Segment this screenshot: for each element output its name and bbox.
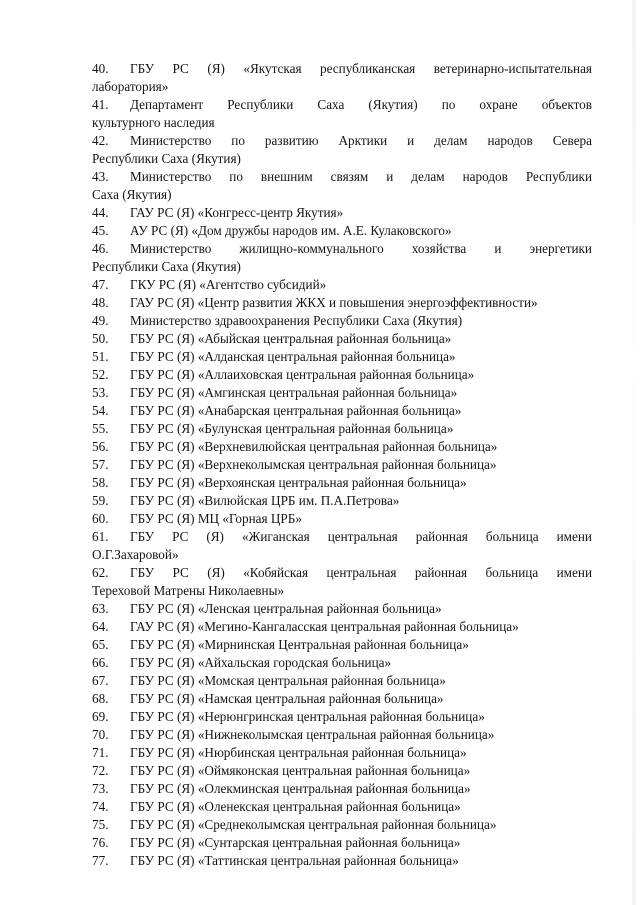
list-item-line bbox=[92, 655, 391, 670]
list-item bbox=[92, 456, 592, 474]
list-item-line bbox=[92, 367, 474, 382]
list-item-text: ГБУ РС (Я) «Оленекская центральная районная больница» bbox=[130, 799, 461, 814]
list-item-line bbox=[92, 403, 461, 418]
list-item-continuation: О.Г.Захаровой» bbox=[92, 547, 179, 562]
list-item bbox=[92, 780, 592, 798]
list-item-line bbox=[92, 475, 467, 490]
list-item-text: Министерство жилищно-коммунального хозяйства и энергетики bbox=[130, 241, 592, 256]
list-item-text: Министерство по внешним связям и делам народов Республики bbox=[130, 169, 592, 184]
list-item-number: 65. bbox=[92, 637, 109, 652]
list-item bbox=[92, 744, 592, 762]
list-item-text: ГБУ РС (Я) «Якутская республиканская ветеринарно-испытательная bbox=[130, 61, 592, 76]
list-item bbox=[92, 168, 592, 204]
list-item-line bbox=[92, 457, 497, 472]
list-item-text: Министерство здравоохранения Республики Саха (Якутия) bbox=[130, 313, 463, 328]
list-item-text: ГБУ РС (Я) «Жиганская центральная районная больница имени bbox=[130, 529, 592, 544]
list-item-text: ГКУ РС (Я) «Агентство субсидий» bbox=[130, 277, 327, 292]
list-item bbox=[92, 420, 592, 438]
list-item-text: ГБУ РС (Я) «Булунская центральная районная больница» bbox=[130, 421, 454, 436]
list-item-text: ГБУ РС (Я) «Аллаиховская центральная районная больница» bbox=[130, 367, 475, 382]
list-item-line bbox=[92, 709, 485, 724]
list-item-number: 43. bbox=[92, 169, 109, 184]
list-item-number: 66. bbox=[92, 655, 109, 670]
list-item bbox=[92, 474, 592, 492]
list-item-number: 73. bbox=[92, 781, 109, 796]
list-item-number: 61. bbox=[92, 529, 109, 544]
list-item-number: 70. bbox=[92, 727, 109, 742]
list-item bbox=[92, 564, 592, 600]
list-item-line bbox=[92, 853, 459, 868]
list-item-number: 63. bbox=[92, 601, 109, 616]
list-item-text: Департамент Республики Саха (Якутия) по охране объектов bbox=[130, 97, 592, 112]
list-item-text: ГБУ РС (Я) МЦ «Горная ЦРБ» bbox=[130, 511, 302, 526]
list-item-text: ГБУ РС (Я) «Сунтарская центральная районная больница» bbox=[130, 835, 461, 850]
list-item-text: ГБУ РС (Я) «Верхнеколымская центральная районная больница» bbox=[130, 457, 497, 472]
list-item bbox=[92, 600, 592, 618]
list-item-text: ГБУ РС (Я) «Нюрбинская центральная районная больница» bbox=[130, 745, 467, 760]
list-item-number: 64. bbox=[92, 619, 109, 634]
list-item-line bbox=[92, 168, 592, 186]
list-item-text: ГБУ РС (Я) «Олекминская центральная районная больница» bbox=[130, 781, 471, 796]
list-item-line bbox=[92, 691, 444, 706]
list-item-number: 77. bbox=[92, 853, 109, 868]
list-item-text: АУ РС (Я) «Дом дружбы народов им. А.Е. Кулаковского» bbox=[130, 223, 452, 238]
list-item-number: 75. bbox=[92, 817, 109, 832]
list-item-line bbox=[92, 511, 302, 526]
list-item-number: 42. bbox=[92, 133, 109, 148]
list-item-number: 49. bbox=[92, 313, 109, 328]
list-item-line bbox=[92, 619, 519, 634]
list-item bbox=[92, 96, 592, 132]
list-item bbox=[92, 366, 592, 384]
list-item-line bbox=[92, 835, 460, 850]
list-item-number: 72. bbox=[92, 763, 109, 778]
list-item-text: ГБУ РС (Я) «Нижнеколымская центральная районная больница» bbox=[130, 727, 495, 742]
list-item-number: 44. bbox=[92, 205, 109, 220]
list-item bbox=[92, 798, 592, 816]
list-item-line bbox=[92, 277, 326, 292]
list-item-text: ГАУ РС (Я) «Мегино-Кангаласская центральная районная больница» bbox=[130, 619, 519, 634]
list-item bbox=[92, 492, 592, 510]
list-item-text: ГБУ РС (Я) «Верхневилюйская центральная районная больница» bbox=[130, 439, 498, 454]
list-item-text: ГБУ РС (Я) «Оймяконская центральная районная больница» bbox=[130, 763, 471, 778]
list-item-number: 71. bbox=[92, 745, 109, 760]
list-item-line bbox=[92, 421, 453, 436]
list-item bbox=[92, 834, 592, 852]
list-item-line bbox=[92, 223, 452, 238]
list-item-line bbox=[92, 295, 538, 310]
list-item-number: 47. bbox=[92, 277, 109, 292]
list-item bbox=[92, 222, 592, 240]
list-item-number: 67. bbox=[92, 673, 109, 688]
list-item-number: 62. bbox=[92, 565, 109, 580]
list-item-text: ГБУ РС (Я) «Абыйская центральная районная больница» bbox=[130, 331, 452, 346]
list-item-line bbox=[92, 313, 462, 328]
list-item bbox=[92, 672, 592, 690]
list-item-text: ГБУ РС (Я) «Мирнинская Центральная районная больница» bbox=[130, 637, 469, 652]
list-item bbox=[92, 528, 592, 564]
list-item-line bbox=[92, 564, 592, 582]
list-item-line bbox=[92, 493, 399, 508]
organization-list bbox=[92, 60, 592, 870]
list-item-text: ГБУ РС (Я) «Момская центральная районная больница» bbox=[130, 673, 446, 688]
list-item-text: ГБУ РС (Я) «Вилюйская ЦРБ им. П.А.Петрова» bbox=[130, 493, 400, 508]
list-item-text: ГБУ РС (Я) «Таттинская центральная районная больница» bbox=[130, 853, 459, 868]
list-item-number: 59. bbox=[92, 493, 109, 508]
list-item-number: 69. bbox=[92, 709, 109, 724]
list-item-line bbox=[92, 240, 592, 258]
list-item-line bbox=[92, 727, 494, 742]
list-item-line bbox=[92, 817, 496, 832]
list-item-line bbox=[92, 673, 446, 688]
list-item bbox=[92, 384, 592, 402]
list-item-line bbox=[92, 205, 343, 220]
list-item-continuation: Тереховой Матрены Николаевны» bbox=[92, 583, 285, 598]
list-item-continuation: культурного наследия bbox=[92, 115, 215, 130]
list-item bbox=[92, 276, 592, 294]
list-item-line bbox=[92, 132, 592, 150]
list-item-line bbox=[92, 96, 592, 114]
list-item-number: 46. bbox=[92, 241, 109, 256]
list-item-number: 58. bbox=[92, 475, 109, 490]
list-item-number: 57. bbox=[92, 457, 109, 472]
list-item bbox=[92, 852, 592, 870]
list-item-continuation: лаборатория» bbox=[92, 79, 169, 94]
list-item bbox=[92, 60, 592, 96]
list-item-number: 68. bbox=[92, 691, 109, 706]
list-item-text: ГБУ РС (Я) «Алданская центральная районная больница» bbox=[130, 349, 456, 364]
list-item-line bbox=[92, 349, 456, 364]
list-item-text: ГБУ РС (Я) «Нерюнгринская центральная районная больница» bbox=[130, 709, 485, 724]
list-item-text: ГБУ РС (Я) «Амгинская центральная районная больница» bbox=[130, 385, 458, 400]
list-item-number: 50. bbox=[92, 331, 109, 346]
list-item-line bbox=[92, 799, 461, 814]
list-item bbox=[92, 654, 592, 672]
list-item-line bbox=[92, 745, 467, 760]
list-item-number: 74. bbox=[92, 799, 109, 814]
list-item bbox=[92, 510, 592, 528]
list-item-number: 48. bbox=[92, 295, 109, 310]
list-item-number: 54. bbox=[92, 403, 109, 418]
list-item bbox=[92, 762, 592, 780]
scan-edge bbox=[632, 0, 636, 905]
list-item bbox=[92, 294, 592, 312]
list-item-line bbox=[92, 439, 497, 454]
list-item-text: ГБУ РС (Я) «Айхальская городская больница» bbox=[130, 655, 392, 670]
list-item-continuation: Республики Саха (Якутия) bbox=[92, 259, 241, 274]
list-item-line bbox=[92, 763, 470, 778]
list-item-text: ГБУ РС (Я) «Среднеколымская центральная районная больница» bbox=[130, 817, 497, 832]
list-item-text: ГБУ РС (Я) «Намская центральная районная больница» bbox=[130, 691, 444, 706]
list-item bbox=[92, 708, 592, 726]
list-item-text: ГАУ РС (Я) «Центр развития ЖКХ и повышения энергоэффективности» bbox=[130, 295, 538, 310]
list-item-continuation: Саха (Якутия) bbox=[92, 187, 172, 202]
list-item-line bbox=[92, 637, 469, 652]
list-item-continuation: Республики Саха (Якутия) bbox=[92, 151, 241, 166]
list-item-text: ГАУ РС (Я) «Конгресс-центр Якутия» bbox=[130, 205, 344, 220]
list-item bbox=[92, 312, 592, 330]
list-item-number: 40. bbox=[92, 61, 109, 76]
list-item-line bbox=[92, 385, 457, 400]
list-item bbox=[92, 204, 592, 222]
list-item bbox=[92, 726, 592, 744]
list-item bbox=[92, 402, 592, 420]
list-item-number: 52. bbox=[92, 367, 109, 382]
list-item-number: 55. bbox=[92, 421, 109, 436]
list-item bbox=[92, 348, 592, 366]
list-item-number: 45. bbox=[92, 223, 109, 238]
list-item-text: ГБУ РС (Я) «Ленская центральная районная больница» bbox=[130, 601, 442, 616]
list-item-text: ГБУ РС (Я) «Кобяйская центральная районная больница имени bbox=[130, 565, 592, 580]
list-item-number: 76. bbox=[92, 835, 109, 850]
list-item bbox=[92, 636, 592, 654]
list-item-text: ГБУ РС (Я) «Верхоянская центральная районная больница» bbox=[130, 475, 467, 490]
list-item-text: ГБУ РС (Я) «Анабарская центральная районная больница» bbox=[130, 403, 462, 418]
list-item-number: 53. bbox=[92, 385, 109, 400]
list-item-number: 51. bbox=[92, 349, 109, 364]
list-item-line bbox=[92, 781, 471, 796]
list-item-line bbox=[92, 60, 592, 78]
list-item-text: Министерство по развитию Арктики и делам народов Севера bbox=[130, 133, 592, 148]
list-item bbox=[92, 690, 592, 708]
list-item-number: 56. bbox=[92, 439, 109, 454]
list-item-line bbox=[92, 331, 451, 346]
list-item-number: 41. bbox=[92, 97, 109, 112]
list-item-number: 60. bbox=[92, 511, 109, 526]
list-item bbox=[92, 618, 592, 636]
list-item bbox=[92, 240, 592, 276]
list-item-line bbox=[92, 528, 592, 546]
list-item-line bbox=[92, 601, 442, 616]
list-item bbox=[92, 132, 592, 168]
list-item bbox=[92, 330, 592, 348]
list-item bbox=[92, 816, 592, 834]
list-item bbox=[92, 438, 592, 456]
